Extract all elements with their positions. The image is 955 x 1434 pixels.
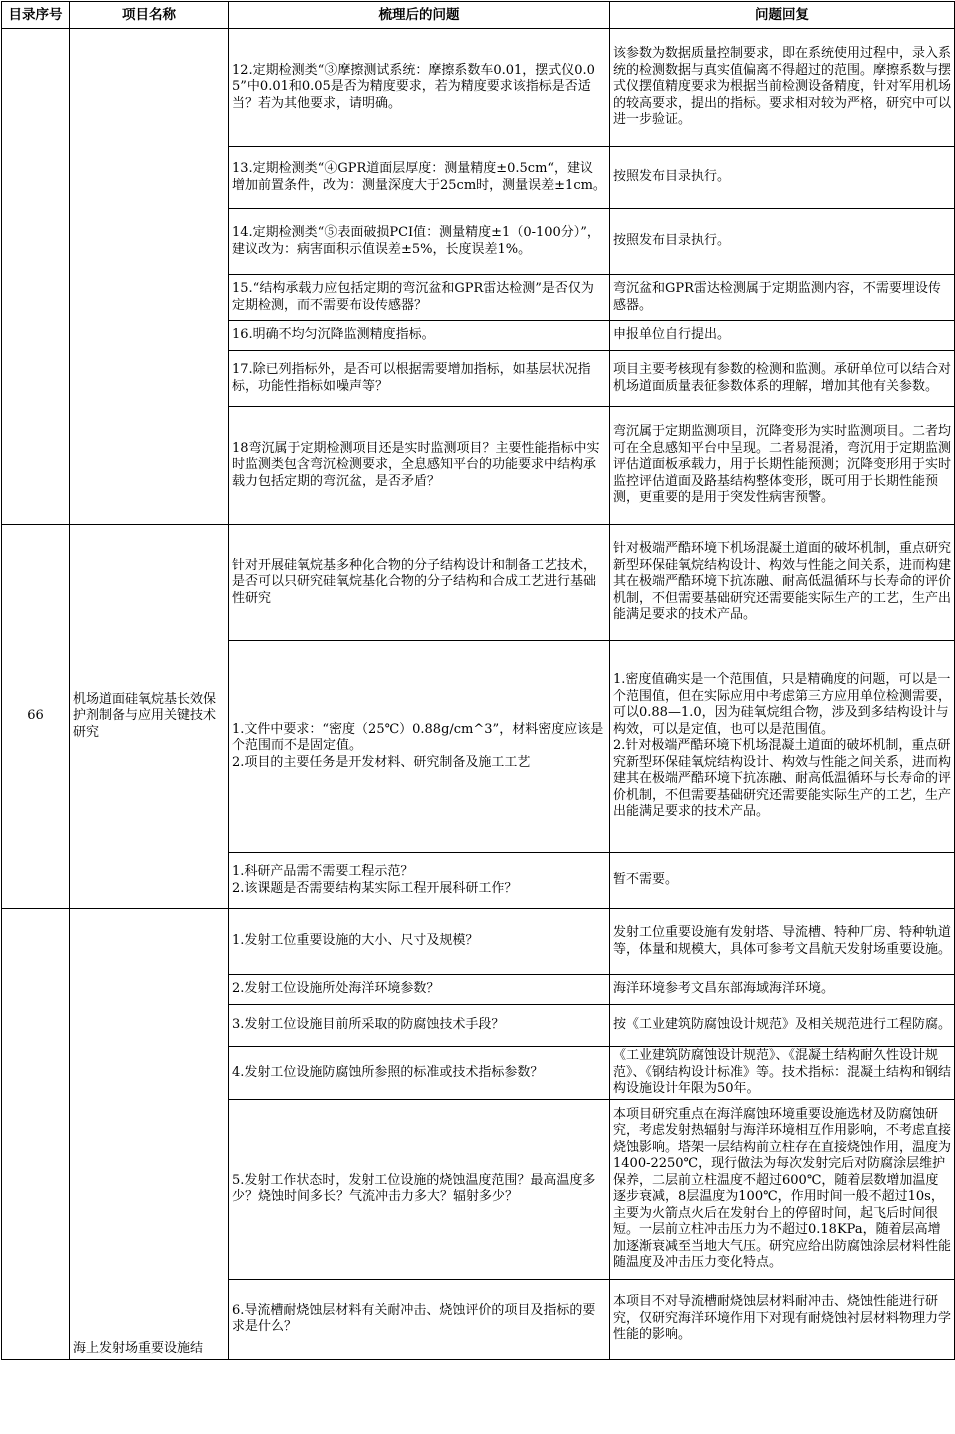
answer-cell xyxy=(610,407,955,525)
question-text: 1.科研产品需不需要工程示范？ xyxy=(232,864,414,879)
answer-cell xyxy=(610,351,955,407)
answer-text: 弯沉盆和GPR雷达检测属于定期监测内容，不需要埋设传感器。 xyxy=(613,281,941,313)
answer-text: 按《工业建筑防腐蚀设计规范》及相关规范进行工程防腐。 xyxy=(613,1017,952,1033)
answer-text: 发射工位重要设施有发射塔、导流槽、特种厂房、特种轨道等，体量和规模大，具体可参考文昌航天发射场重要设施。 xyxy=(613,925,952,957)
question-cell xyxy=(229,525,610,641)
answer-text: 按照发布目录执行。 xyxy=(613,233,731,249)
answer-cell xyxy=(610,1279,955,1359)
answer-cell xyxy=(610,525,955,641)
answer-text: 《工业建筑防腐蚀设计规范》、《混凝土结构耐久性设计规范》、《钢结构设计标准》等。技术指标：混凝土结构和钢结构设施设计年限为50年。 xyxy=(613,1048,952,1096)
question-text: 6.导流槽耐烧蚀层材料有关耐冲击、烧蚀评价的项目及指标的要求是什么？ xyxy=(232,1302,596,1334)
header-question: 梳理后的问题 xyxy=(229,2,610,29)
question-text: 14.定期检测类“⑤表面破损PCI值：测量精度±1（0-100分）”，建议改为：病害面积示值误差±5%，长度误差1%。 xyxy=(232,225,600,257)
answer-cell xyxy=(610,275,955,321)
answer-cell xyxy=(610,1099,955,1279)
question-text: 1.文件中要求：“密度（25℃）0.88g/cm^3”，材料密度应该是个范围而不是固定值。 xyxy=(232,721,604,754)
answer-text: 1.密度值确实是一个范围值，只是精确度的问题，可以是一个范围值，但在实际应用中考虑第三方应用单位检测需要，可以0.88—1.0，因为硅氧烷组合物，涉及到多结构设计与构效，可以是定值，也可以是范围值。 xyxy=(613,672,952,737)
question-text: 1.发射工位重要设施的大小、尺寸及规模？ xyxy=(232,933,479,949)
answer-text: 申报单位自行提出。 xyxy=(613,327,731,343)
project-name-cell: 海上发射场重要设施结 xyxy=(70,909,229,1360)
question-text: 3.发射工位设施目前所采取的防腐蚀技术手段？ xyxy=(232,1017,505,1033)
answer-text: 暂不需要。 xyxy=(613,872,679,888)
answer-cell xyxy=(610,29,955,147)
catalog-index-cell xyxy=(2,29,70,525)
catalog-index-cell: 66 xyxy=(2,525,70,909)
question-text: 18弯沉属于定期检测项目还是实时监测项目？主要性能指标中实时监测类包含弯沉检测要求，全息感知平台的功能要求中结构承载力包括定期的弯沉盆，是否矛盾？ xyxy=(232,440,600,489)
header-answer: 问题回复 xyxy=(610,2,955,29)
question-cell xyxy=(229,1279,610,1359)
question-text: 15.“结构承载力应包括定期的弯沉盆和GPR雷达检测”是否仅为定期检测，而不需要布设传感器？ xyxy=(232,281,594,313)
header-row xyxy=(2,2,955,29)
project-name-cell: 机场道面硅氧烷基长效保护剂制备与应用关键技术研究 xyxy=(70,525,229,909)
question-cell xyxy=(229,1099,610,1279)
question-cell xyxy=(229,351,610,407)
question-text: 16.明确不均匀沉降监测精度指标。 xyxy=(232,327,435,343)
answer-text: 本项目不对导流槽耐烧蚀层材料耐冲击、烧蚀性能进行研究，仅研究海洋环境作用下对现有耐烧蚀衬层材料物理力学性能的影响。 xyxy=(613,1294,952,1343)
answer-text: 海洋环境参考文昌东部海域海洋环境。 xyxy=(613,981,835,997)
question-cell xyxy=(229,909,610,975)
question-cell xyxy=(229,1047,610,1100)
answer-cell xyxy=(610,975,955,1005)
answer-cell xyxy=(610,1005,955,1047)
answer-text: 项目主要考核现有参数的检测和监测。承研单位可以结合对机场道面质量表征参数体系的理解，增加其他有关参数。 xyxy=(613,362,952,394)
question-cell xyxy=(229,641,610,853)
question-text: 12.定期检测类“③摩擦测试系统：摩擦系数车0.01，摆式仪0.05”中0.01和0.05是否为精度要求，若为精度要求该指标是否适当？若为其他要求，请明确。 xyxy=(232,62,595,111)
answer-cell xyxy=(610,321,955,351)
answer-text: 该参数为数据质量控制要求，即在系统使用过程中，录入系统的检测数据与真实值偏离不得超过的范围。摩擦系数与摆式仪摆值精度要求为根据当前检测设备精度，针对军用机场的较高要求，提出的指标。要求相对较为严格，研究中可以进一步验证。 xyxy=(613,46,952,128)
answer-text: 针对极端严酷环境下机场混凝土道面的破坏机制，重点研究新型环保硅氧烷结构设计、构效与性能之间关系，进而构建其在极端严酷环境下抗冻融、耐高低温循环与长寿命的评价机制，不但需要基础研究还需要能实际生产的工艺，生产出能满足要求的技术产品。 xyxy=(613,541,952,623)
question-text: 2.该课题是否需要结构某实际工程开展科研工作？ xyxy=(232,880,518,896)
answer-text: 本项目研究重点在海洋腐蚀环境重要设施选材及防腐蚀研究，考虑发射热辐射与海洋环境相互作用影响，不考虑直接烧蚀影响。塔架一层结构前立柱存在直接烧蚀作用，温度为1400-2250℃，现行做法为每次发射完后对防腐涂层维护保养，二层前立柱温度不超过600℃，随着层数增加温度逐步衰减，8层温度为100℃，作用时间一般不超过10s，主要为火箭点火后在发射台上的停留时间，起飞后时间很短。一层前立柱冲击压力为不超过0.18KPa，随着层高增加逐渐衰减至当地大气压。研究应给出防腐蚀涂层材料性能随温度及冲击压力变化特点。 xyxy=(613,1106,952,1270)
question-cell xyxy=(229,975,610,1005)
question-cell xyxy=(229,321,610,351)
answer-cell xyxy=(610,209,955,275)
question-text: 2.发射工位设施所处海洋环境参数？ xyxy=(232,981,440,997)
answer-text: 按照发布目录执行。 xyxy=(613,169,731,185)
answer-cell xyxy=(610,853,955,909)
question-cell xyxy=(229,209,610,275)
answer-cell xyxy=(610,641,955,853)
question-text: 5.发射工作状态时，发射工位设施的烧蚀温度范围？最高温度多少？烧蚀时间多长？气流冲击力多大？辐射多少？ xyxy=(232,1172,596,1204)
question-cell xyxy=(229,853,610,909)
table-row xyxy=(2,909,955,975)
answer-text: 弯沉属于定期监测项目，沉降变形为实时监测项目。二者均可在全息感知平台中呈现。二者易混淆，弯沉用于定期监测评估道面板承载力，用于长期性能预测；沉降变形用于实时监控评估道面及路基结构整体变形，既可用于长期性能预测，更重要的是用于突发性病害预警。 xyxy=(613,424,952,506)
answer-cell xyxy=(610,909,955,975)
project-name-cell xyxy=(70,29,229,525)
question-text: 针对开展硅氧烷基多种化合物的分子结构设计和制备工艺技术，是否可以只研究硅氧烷基化合物的分子结构和合成工艺进行基础性研究 xyxy=(232,557,597,606)
header-project-name: 项目名称 xyxy=(70,2,229,29)
question-text: 17.除已列指标外，是否可以根据需要增加指标，如基层状况指标，功能性指标如噪声等？ xyxy=(232,362,591,394)
table-row xyxy=(2,29,955,147)
catalog-index-cell xyxy=(2,909,70,1360)
table-row xyxy=(2,525,955,641)
answer-cell xyxy=(610,147,955,209)
question-text: 2.项目的主要任务是开发材料、研究制备及施工工艺 xyxy=(232,754,531,770)
qa-table xyxy=(1,1,955,1360)
question-text: 4.发射工位设施防腐蚀所参照的标准或技术指标参数？ xyxy=(232,1064,544,1080)
question-cell xyxy=(229,407,610,525)
question-text: 13.定期检测类“④GPR道面层厚度：测量精度±0.5cm“，建议增加前置条件，改为：测量深度大于25cm时，测量误差±1cm。 xyxy=(232,161,606,193)
question-cell xyxy=(229,29,610,147)
answer-text: 2.针对极端严酷环境下机场混凝土道面的破坏机制，重点研究新型环保硅氧烷结构设计、构效与性能之间关系，进而构建其在极端严酷环境下抗冻融、耐高低温循环与长寿命的评价机制，不但需要基础研究还需要能实际生产的工艺，生产出能满足要求的技术产品。 xyxy=(613,738,952,820)
header-index: 目录序号 xyxy=(2,2,70,29)
question-cell xyxy=(229,147,610,209)
question-cell xyxy=(229,275,610,321)
question-cell xyxy=(229,1005,610,1047)
table-body xyxy=(2,29,955,1360)
answer-cell xyxy=(610,1047,955,1100)
